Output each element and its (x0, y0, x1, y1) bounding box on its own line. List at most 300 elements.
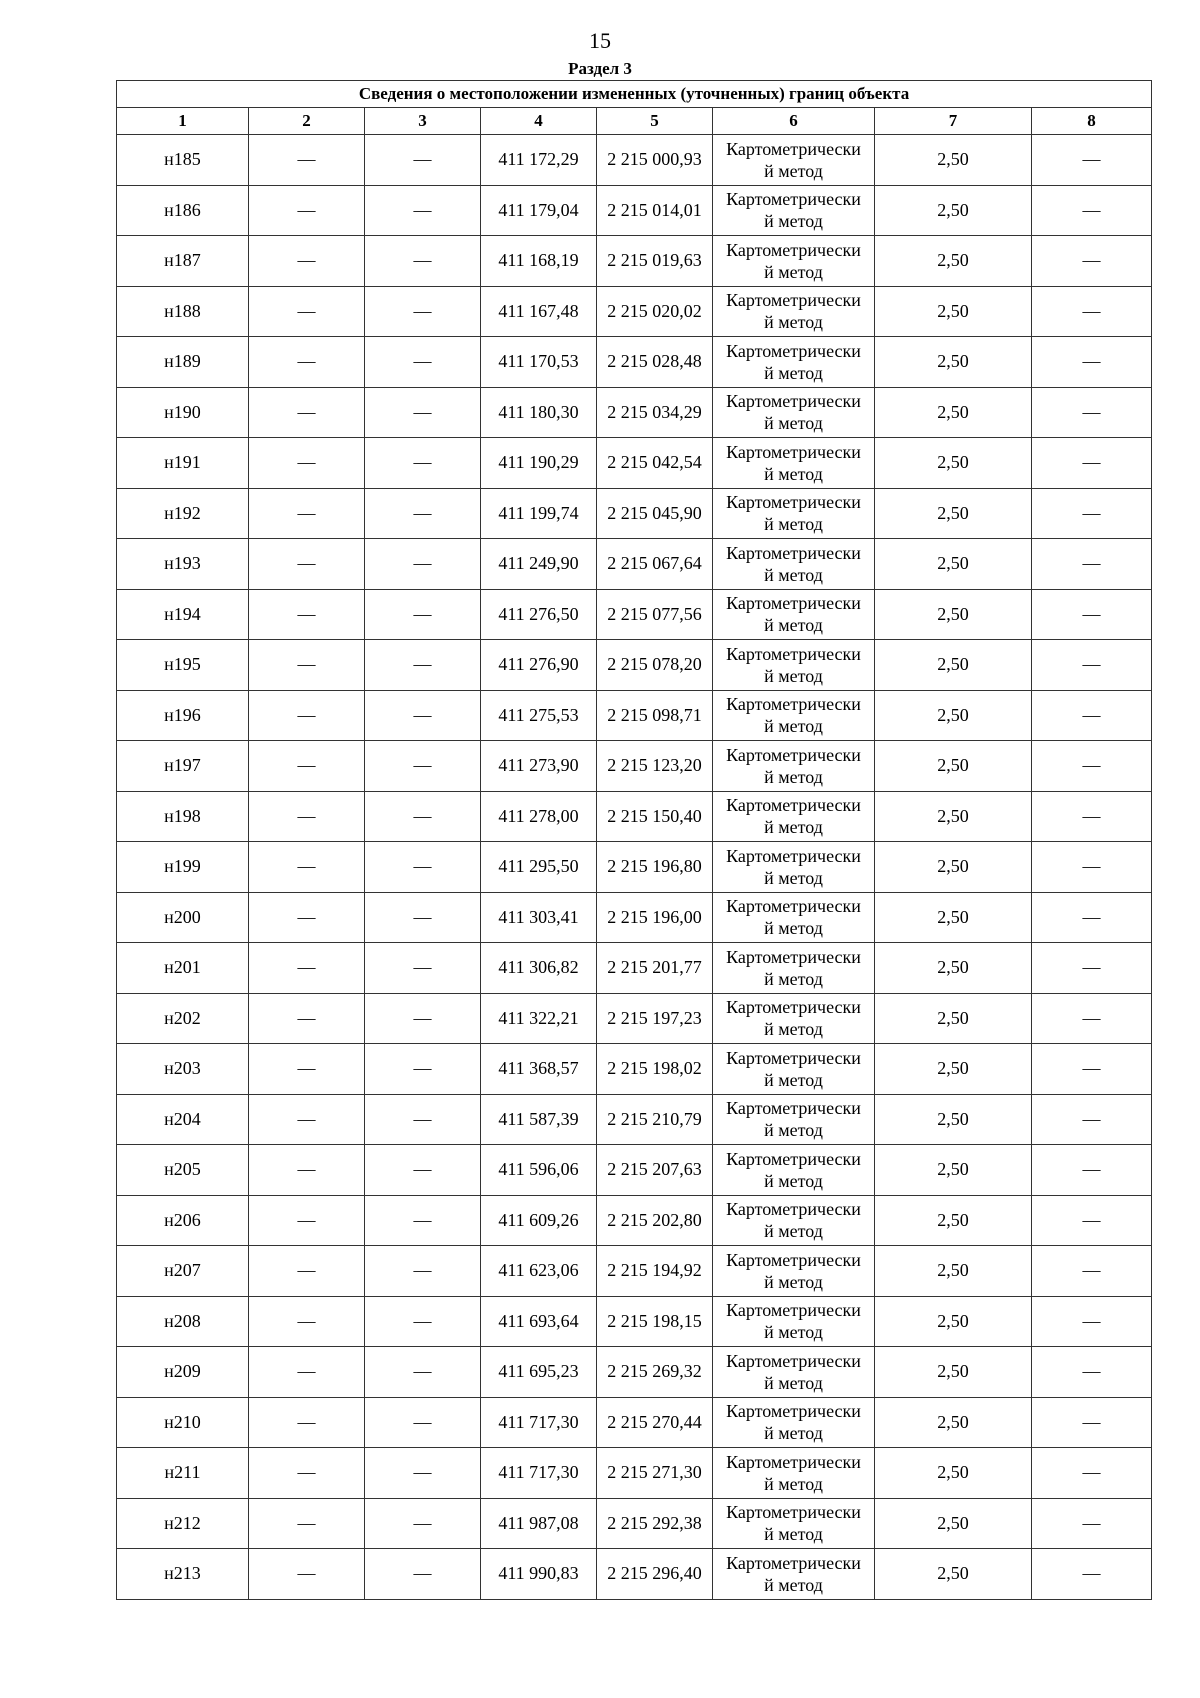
table-row (117, 1094, 1152, 1145)
method-cell (713, 589, 875, 640)
method-cell (713, 1296, 875, 1347)
col2-cell: — (249, 1296, 365, 1347)
method-text-line2: й метод (764, 463, 823, 484)
col2-cell: — (249, 741, 365, 792)
method-text-line2: й метод (764, 1423, 823, 1444)
col3-cell: — (365, 842, 481, 893)
col3-cell: — (365, 185, 481, 236)
method-cell (713, 1448, 875, 1499)
method-cell (713, 741, 875, 792)
accuracy-cell: 2,50 (875, 337, 1032, 388)
method-cell (713, 135, 875, 186)
y-coordinate-cell: 2 215 210,79 (597, 1094, 713, 1145)
point-id-cell: н198 (117, 791, 249, 842)
page-number: 15 (589, 28, 611, 53)
y-coordinate-cell: 2 215 196,00 (597, 892, 713, 943)
col2-cell: — (249, 286, 365, 337)
point-id-cell: н197 (117, 741, 249, 792)
col2-cell: — (249, 690, 365, 741)
x-coordinate-cell: 411 168,19 (481, 236, 597, 287)
col3-cell: — (365, 943, 481, 994)
col8-cell: — (1032, 690, 1152, 741)
method-cell (713, 791, 875, 842)
table-row (117, 1296, 1152, 1347)
accuracy-cell: 2,50 (875, 1145, 1032, 1196)
col3-cell: — (365, 539, 481, 590)
point-id-cell: н204 (117, 1094, 249, 1145)
y-coordinate-cell: 2 215 296,40 (597, 1549, 713, 1600)
method-text-line1: Картометрически (726, 542, 861, 563)
method-cell (713, 1397, 875, 1448)
col8-cell: — (1032, 1145, 1152, 1196)
x-coordinate-cell: 411 276,50 (481, 589, 597, 640)
col3-cell: — (365, 640, 481, 691)
method-text-line2: й метод (764, 918, 823, 939)
accuracy-cell: 2,50 (875, 1296, 1032, 1347)
x-coordinate-cell: 411 249,90 (481, 539, 597, 590)
col8-cell: — (1032, 1044, 1152, 1095)
method-text-line2: й метод (764, 615, 823, 636)
col3-cell: — (365, 1347, 481, 1398)
method-cell (713, 1498, 875, 1549)
point-id-cell: н191 (117, 438, 249, 489)
col8-cell: — (1032, 488, 1152, 539)
accuracy-cell: 2,50 (875, 589, 1032, 640)
accuracy-cell: 2,50 (875, 1347, 1032, 1398)
point-id-cell: н205 (117, 1145, 249, 1196)
x-coordinate-cell: 411 322,21 (481, 993, 597, 1044)
col2-cell: — (249, 337, 365, 388)
method-text-line1: Картометрически (726, 795, 861, 816)
y-coordinate-cell: 2 215 078,20 (597, 640, 713, 691)
point-id-cell: н207 (117, 1246, 249, 1297)
y-coordinate-cell: 2 215 270,44 (597, 1397, 713, 1448)
col3-cell: — (365, 741, 481, 792)
table-row (117, 438, 1152, 489)
point-id-cell: н190 (117, 387, 249, 438)
col3-cell: — (365, 337, 481, 388)
x-coordinate-cell: 411 368,57 (481, 1044, 597, 1095)
accuracy-cell: 2,50 (875, 993, 1032, 1044)
x-coordinate-cell: 411 199,74 (481, 488, 597, 539)
point-id-cell: н186 (117, 185, 249, 236)
method-text-line2: й метод (764, 1524, 823, 1545)
accuracy-cell: 2,50 (875, 438, 1032, 489)
method-text-line2: й метод (764, 211, 823, 232)
col3-cell: — (365, 1145, 481, 1196)
table-row (117, 1246, 1152, 1297)
point-id-cell: н188 (117, 286, 249, 337)
method-text-line2: й метод (764, 817, 823, 838)
y-coordinate-cell: 2 215 269,32 (597, 1347, 713, 1398)
y-coordinate-cell: 2 215 196,80 (597, 842, 713, 893)
accuracy-cell: 2,50 (875, 286, 1032, 337)
method-text-line2: й метод (764, 766, 823, 787)
col2-cell: — (249, 1347, 365, 1398)
method-text-line1: Картометрически (726, 441, 861, 462)
table-row (117, 892, 1152, 943)
col3-cell: — (365, 286, 481, 337)
col8-cell: — (1032, 1094, 1152, 1145)
point-id-cell: н209 (117, 1347, 249, 1398)
col3-cell: — (365, 690, 481, 741)
method-text-line2: й метод (764, 1372, 823, 1393)
point-id-cell: н202 (117, 993, 249, 1044)
y-coordinate-cell: 2 215 020,02 (597, 286, 713, 337)
col3-cell: — (365, 1549, 481, 1600)
col2-cell: — (249, 892, 365, 943)
header-row (117, 108, 1152, 135)
y-coordinate-cell: 2 215 198,15 (597, 1296, 713, 1347)
col8-cell: — (1032, 286, 1152, 337)
column-header: 1 (117, 108, 249, 135)
method-text-line1: Картометрически (726, 896, 861, 917)
y-coordinate-cell: 2 215 271,30 (597, 1448, 713, 1499)
y-coordinate-cell: 2 215 034,29 (597, 387, 713, 438)
method-text-line2: й метод (764, 1271, 823, 1292)
x-coordinate-cell: 411 587,39 (481, 1094, 597, 1145)
col2-cell: — (249, 1195, 365, 1246)
point-id-cell: н206 (117, 1195, 249, 1246)
accuracy-cell: 2,50 (875, 1044, 1032, 1095)
accuracy-cell: 2,50 (875, 135, 1032, 186)
accuracy-cell: 2,50 (875, 1397, 1032, 1448)
method-cell (713, 185, 875, 236)
col8-cell: — (1032, 1296, 1152, 1347)
y-coordinate-cell: 2 215 292,38 (597, 1498, 713, 1549)
table-row (117, 1448, 1152, 1499)
method-cell (713, 993, 875, 1044)
table-row (117, 1347, 1152, 1398)
method-cell (713, 1246, 875, 1297)
method-text-line1: Картометрически (726, 845, 861, 866)
table-row (117, 1044, 1152, 1095)
col3-cell: — (365, 438, 481, 489)
method-text-line1: Картометрически (726, 492, 861, 513)
col2-cell: — (249, 488, 365, 539)
col2-cell: — (249, 1145, 365, 1196)
method-cell (713, 387, 875, 438)
point-id-cell: н212 (117, 1498, 249, 1549)
col8-cell: — (1032, 943, 1152, 994)
column-header: 2 (249, 108, 365, 135)
col2-cell: — (249, 589, 365, 640)
col3-cell: — (365, 791, 481, 842)
method-cell (713, 337, 875, 388)
col2-cell: — (249, 1448, 365, 1499)
point-id-cell: н201 (117, 943, 249, 994)
x-coordinate-cell: 411 170,53 (481, 337, 597, 388)
y-coordinate-cell: 2 215 198,02 (597, 1044, 713, 1095)
y-coordinate-cell: 2 215 077,56 (597, 589, 713, 640)
section-title: Раздел 3 (568, 59, 632, 78)
method-text-line1: Картометрически (726, 138, 861, 159)
x-coordinate-cell: 411 275,53 (481, 690, 597, 741)
col8-cell: — (1032, 185, 1152, 236)
method-cell (713, 690, 875, 741)
table-row (117, 539, 1152, 590)
col2-cell: — (249, 1094, 365, 1145)
col8-cell: — (1032, 640, 1152, 691)
table-row (117, 943, 1152, 994)
y-coordinate-cell: 2 215 150,40 (597, 791, 713, 842)
col3-cell: — (365, 1498, 481, 1549)
col3-cell: — (365, 1448, 481, 1499)
table-row (117, 286, 1152, 337)
col8-cell: — (1032, 438, 1152, 489)
method-text-line2: й метод (764, 1574, 823, 1595)
method-cell (713, 943, 875, 994)
accuracy-cell: 2,50 (875, 1498, 1032, 1549)
col3-cell: — (365, 1044, 481, 1095)
table-row (117, 185, 1152, 236)
y-coordinate-cell: 2 215 194,92 (597, 1246, 713, 1297)
method-cell (713, 842, 875, 893)
col3-cell: — (365, 135, 481, 186)
x-coordinate-cell: 411 623,06 (481, 1246, 597, 1297)
method-cell (713, 286, 875, 337)
table-body (117, 135, 1152, 1600)
method-text-line2: й метод (764, 1473, 823, 1494)
y-coordinate-cell: 2 215 207,63 (597, 1145, 713, 1196)
method-text-line2: й метод (764, 1221, 823, 1242)
x-coordinate-cell: 411 303,41 (481, 892, 597, 943)
method-text-line1: Картометрически (726, 744, 861, 765)
method-text-line1: Картометрически (726, 1199, 861, 1220)
point-id-cell: н213 (117, 1549, 249, 1600)
y-coordinate-cell: 2 215 123,20 (597, 741, 713, 792)
accuracy-cell: 2,50 (875, 236, 1032, 287)
point-id-cell: н200 (117, 892, 249, 943)
table-row (117, 1498, 1152, 1549)
col8-cell: — (1032, 1246, 1152, 1297)
method-cell (713, 1549, 875, 1600)
x-coordinate-cell: 411 990,83 (481, 1549, 597, 1600)
accuracy-cell: 2,50 (875, 1195, 1032, 1246)
method-text-line1: Картометрически (726, 997, 861, 1018)
col2-cell: — (249, 236, 365, 287)
table-row (117, 135, 1152, 186)
col2-cell: — (249, 1549, 365, 1600)
method-text-line1: Картометрически (726, 1401, 861, 1422)
accuracy-cell: 2,50 (875, 185, 1032, 236)
y-coordinate-cell: 2 215 028,48 (597, 337, 713, 388)
x-coordinate-cell: 411 172,29 (481, 135, 597, 186)
col8-cell: — (1032, 1397, 1152, 1448)
point-id-cell: н192 (117, 488, 249, 539)
col8-cell: — (1032, 135, 1152, 186)
col8-cell: — (1032, 842, 1152, 893)
table-row (117, 1195, 1152, 1246)
method-text-line1: Картометрически (726, 239, 861, 260)
col3-cell: — (365, 236, 481, 287)
column-header: 5 (597, 108, 713, 135)
y-coordinate-cell: 2 215 019,63 (597, 236, 713, 287)
point-id-cell: н208 (117, 1296, 249, 1347)
accuracy-cell: 2,50 (875, 943, 1032, 994)
col3-cell: — (365, 1397, 481, 1448)
col2-cell: — (249, 1397, 365, 1448)
column-header: 6 (713, 108, 875, 135)
method-cell (713, 1044, 875, 1095)
y-coordinate-cell: 2 215 197,23 (597, 993, 713, 1044)
method-text-line1: Картометрически (726, 694, 861, 715)
col8-cell: — (1032, 892, 1152, 943)
table-row (117, 791, 1152, 842)
method-text-line1: Картометрически (726, 1098, 861, 1119)
accuracy-cell: 2,50 (875, 1448, 1032, 1499)
method-cell (713, 236, 875, 287)
method-text-line2: й метод (764, 362, 823, 383)
y-coordinate-cell: 2 215 042,54 (597, 438, 713, 489)
accuracy-cell: 2,50 (875, 892, 1032, 943)
accuracy-cell: 2,50 (875, 539, 1032, 590)
method-text-line2: й метод (764, 564, 823, 585)
method-text-line1: Картометрически (726, 593, 861, 614)
x-coordinate-cell: 411 276,90 (481, 640, 597, 691)
col3-cell: — (365, 1246, 481, 1297)
accuracy-cell: 2,50 (875, 1549, 1032, 1600)
x-coordinate-cell: 411 695,23 (481, 1347, 597, 1398)
table-row (117, 993, 1152, 1044)
table-row (117, 640, 1152, 691)
method-text-line2: й метод (764, 665, 823, 686)
method-text-line1: Картометрически (726, 1502, 861, 1523)
method-text-line1: Картометрически (726, 290, 861, 311)
point-id-cell: н210 (117, 1397, 249, 1448)
method-text-line2: й метод (764, 867, 823, 888)
method-text-line1: Картометрически (726, 1451, 861, 1472)
column-header: 4 (481, 108, 597, 135)
y-coordinate-cell: 2 215 098,71 (597, 690, 713, 741)
x-coordinate-cell: 411 273,90 (481, 741, 597, 792)
method-cell (713, 892, 875, 943)
table-row (117, 488, 1152, 539)
x-coordinate-cell: 411 306,82 (481, 943, 597, 994)
col8-cell: — (1032, 1549, 1152, 1600)
method-text-line2: й метод (764, 1069, 823, 1090)
x-coordinate-cell: 411 278,00 (481, 791, 597, 842)
method-text-line1: Картометрически (726, 1047, 861, 1068)
column-header: 7 (875, 108, 1032, 135)
method-text-line1: Картометрически (726, 946, 861, 967)
method-text-line1: Картометрически (726, 1552, 861, 1573)
method-text-line2: й метод (764, 514, 823, 535)
table-row (117, 690, 1152, 741)
col2-cell: — (249, 842, 365, 893)
method-text-line2: й метод (764, 160, 823, 181)
col2-cell: — (249, 387, 365, 438)
method-text-line1: Картометрически (726, 1300, 861, 1321)
col2-cell: — (249, 135, 365, 186)
point-id-cell: н185 (117, 135, 249, 186)
accuracy-cell: 2,50 (875, 741, 1032, 792)
method-text-line1: Картометрически (726, 391, 861, 412)
table-row (117, 236, 1152, 287)
col2-cell: — (249, 1498, 365, 1549)
col8-cell: — (1032, 791, 1152, 842)
method-cell (713, 488, 875, 539)
y-coordinate-cell: 2 215 045,90 (597, 488, 713, 539)
table-row (117, 1549, 1152, 1600)
method-text-line2: й метод (764, 1170, 823, 1191)
method-cell (713, 1195, 875, 1246)
col2-cell: — (249, 1044, 365, 1095)
y-coordinate-cell: 2 215 014,01 (597, 185, 713, 236)
point-id-cell: н193 (117, 539, 249, 590)
method-text-line2: й метод (764, 413, 823, 434)
accuracy-cell: 2,50 (875, 842, 1032, 893)
x-coordinate-cell: 411 596,06 (481, 1145, 597, 1196)
accuracy-cell: 2,50 (875, 1094, 1032, 1145)
method-text-line1: Картометрически (726, 643, 861, 664)
table-row (117, 842, 1152, 893)
col3-cell: — (365, 993, 481, 1044)
point-id-cell: н195 (117, 640, 249, 691)
col8-cell: — (1032, 741, 1152, 792)
method-cell (713, 640, 875, 691)
col3-cell: — (365, 589, 481, 640)
col2-cell: — (249, 438, 365, 489)
x-coordinate-cell: 411 609,26 (481, 1195, 597, 1246)
table-row (117, 589, 1152, 640)
method-cell (713, 1145, 875, 1196)
col2-cell: — (249, 791, 365, 842)
x-coordinate-cell: 411 180,30 (481, 387, 597, 438)
method-cell (713, 1347, 875, 1398)
column-header: 8 (1032, 108, 1152, 135)
col3-cell: — (365, 1094, 481, 1145)
point-id-cell: н187 (117, 236, 249, 287)
accuracy-cell: 2,50 (875, 640, 1032, 691)
col3-cell: — (365, 892, 481, 943)
point-id-cell: н203 (117, 1044, 249, 1095)
method-text-line1: Картометрически (726, 1350, 861, 1371)
point-id-cell: н196 (117, 690, 249, 741)
x-coordinate-cell: 411 987,08 (481, 1498, 597, 1549)
method-text-line2: й метод (764, 261, 823, 282)
accuracy-cell: 2,50 (875, 488, 1032, 539)
x-coordinate-cell: 411 693,64 (481, 1296, 597, 1347)
table-caption-row (117, 81, 1152, 108)
x-coordinate-cell: 411 717,30 (481, 1397, 597, 1448)
coordinates-table (116, 80, 1152, 1600)
method-cell (713, 1094, 875, 1145)
method-text-line2: й метод (764, 1120, 823, 1141)
method-text-line1: Картометрически (726, 340, 861, 361)
table-caption: Сведения о местоположении измененных (уточненных) границ объекта (117, 81, 1152, 108)
col3-cell: — (365, 1195, 481, 1246)
col2-cell: — (249, 943, 365, 994)
method-cell (713, 539, 875, 590)
col8-cell: — (1032, 337, 1152, 388)
accuracy-cell: 2,50 (875, 690, 1032, 741)
table-row (117, 337, 1152, 388)
accuracy-cell: 2,50 (875, 387, 1032, 438)
x-coordinate-cell: 411 717,30 (481, 1448, 597, 1499)
y-coordinate-cell: 2 215 067,64 (597, 539, 713, 590)
col8-cell: — (1032, 1347, 1152, 1398)
col8-cell: — (1032, 387, 1152, 438)
accuracy-cell: 2,50 (875, 1246, 1032, 1297)
table-row (117, 741, 1152, 792)
point-id-cell: н211 (117, 1448, 249, 1499)
method-text-line2: й метод (764, 1322, 823, 1343)
col2-cell: — (249, 1246, 365, 1297)
method-text-line2: й метод (764, 312, 823, 333)
table-row (117, 1145, 1152, 1196)
col2-cell: — (249, 539, 365, 590)
